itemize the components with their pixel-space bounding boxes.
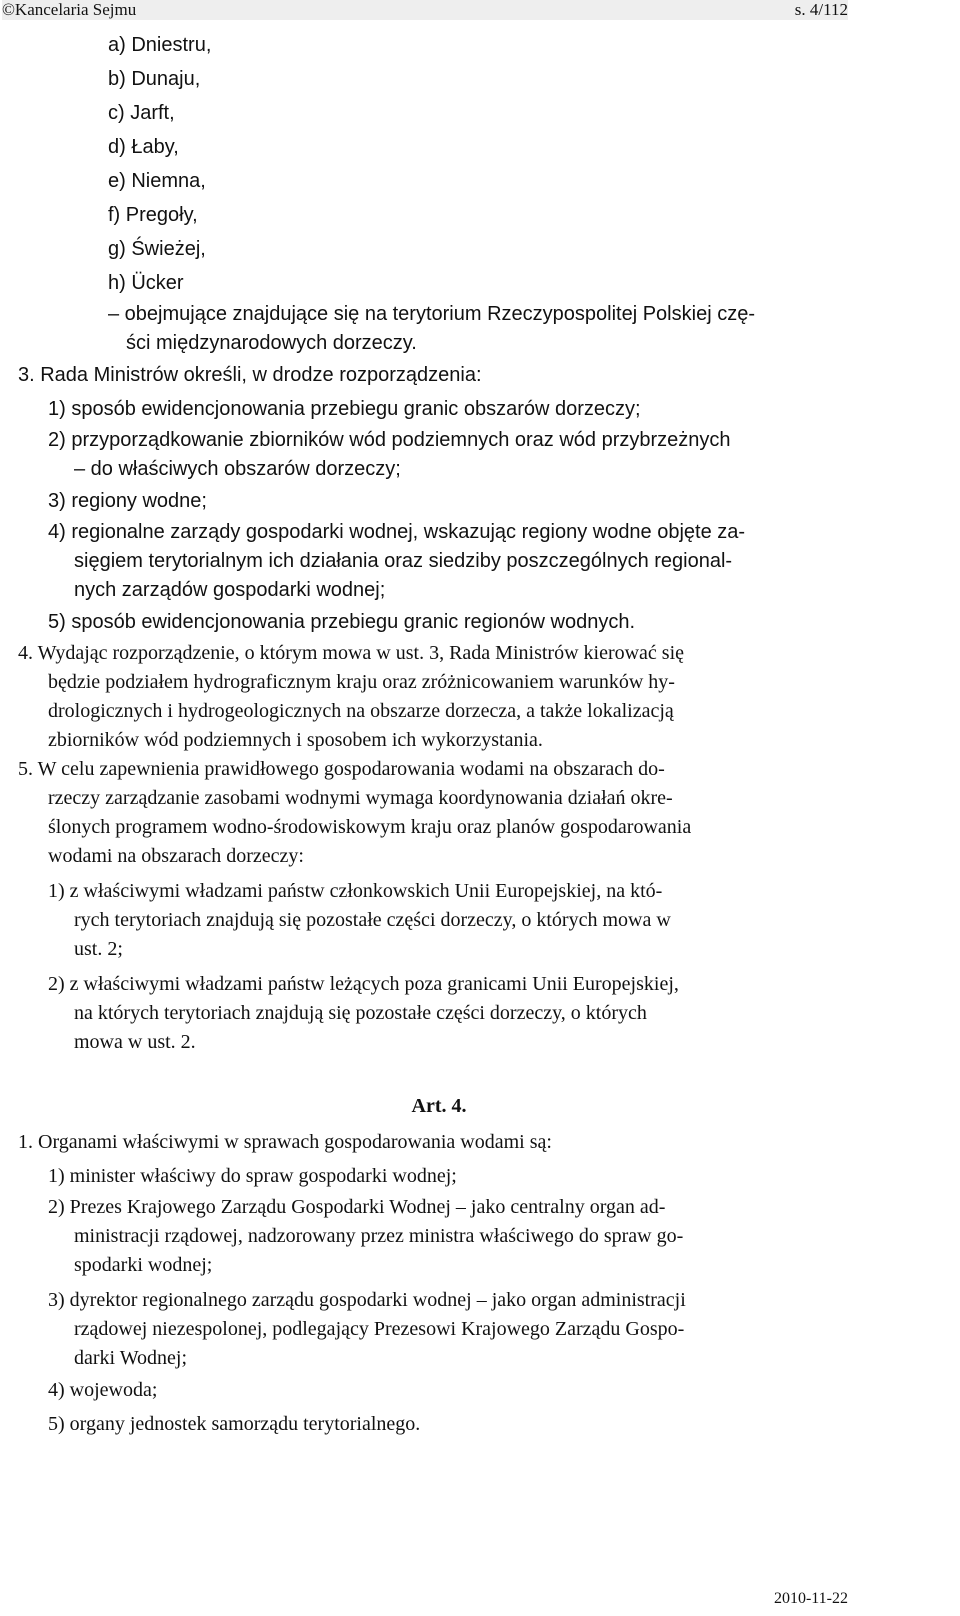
footer-date: 2010-11-22 bbox=[773, 1590, 848, 1607]
paragraph-3 bbox=[18, 358, 860, 639]
list-item: f) Pregoły, bbox=[108, 204, 198, 226]
page-header bbox=[2, 0, 848, 20]
paragraph-line: zbiorników wód podziemnych i sposobem ich wykorzystania. bbox=[48, 729, 543, 751]
list-item: sięgiem terytorialnym ich działania oraz siedziby poszczególnych regional- bbox=[74, 550, 733, 572]
paragraph-line: 5. W celu zapewnienia prawidłowego gospodarowania wodami na obszarach do- bbox=[18, 758, 665, 780]
list-item: na których terytoriach znajdują się pozostałe części dorzeczy, o których bbox=[74, 1002, 647, 1024]
paragraph-line: wodami na obszarach dorzeczy: bbox=[48, 845, 304, 867]
publisher-label: ©Kancelaria Sejmu bbox=[2, 0, 137, 19]
list-item: 2) przyporządkowanie zbiorników wód podziemnych oraz wód przybrzeżnych bbox=[48, 429, 731, 451]
article-title: Art. 4. bbox=[411, 1095, 467, 1117]
list-item: 1) z właściwymi władzami państw członkowskich Unii Europejskiej, na któ- bbox=[48, 880, 663, 902]
paragraph-intro: 3. Rada Ministrów określi, w drodze rozporządzenia: bbox=[18, 364, 482, 386]
rivers-list bbox=[18, 28, 860, 358]
paragraph-line: będzie podziałem hydrograficznym kraju oraz zróżnicowaniem warunków hy- bbox=[48, 671, 675, 693]
paragraph-5 bbox=[18, 755, 860, 1057]
list-item: a) Dniestru, bbox=[108, 34, 212, 56]
list-item: 4) regionalne zarządy gospodarki wodnej, wskazując regiony wodne objęte za- bbox=[48, 521, 746, 543]
list-item: – do właściwych obszarów dorzeczy; bbox=[74, 458, 401, 480]
paragraph-line: 4. Wydając rozporządzenie, o którym mowa w ust. 3, Rada Ministrów kierować się bbox=[18, 642, 685, 664]
article-4-paragraph-1 bbox=[18, 1125, 860, 1441]
list-item: 2) Prezes Krajowego Zarządu Gospodarki Wodnej – jako centralny organ ad- bbox=[48, 1196, 666, 1218]
list-item: b) Dunaju, bbox=[108, 68, 201, 90]
list-item: e) Niemna, bbox=[108, 170, 206, 192]
list-item: darki Wodnej; bbox=[74, 1347, 187, 1369]
list-item: 2) z właściwymi władzami państw leżących poza granicami Unii Europejskiej, bbox=[48, 973, 679, 995]
list-item: 5) sposób ewidencjonowania przebiegu granic regionów wodnych. bbox=[48, 611, 636, 633]
paragraph-line: rzeczy zarządzanie zasobami wodnymi wymaga koordynowania działań okre- bbox=[48, 787, 673, 809]
list-item: 1) sposób ewidencjonowania przebiegu granic obszarów dorzeczy; bbox=[48, 398, 641, 420]
list-item: 1) minister właściwy do spraw gospodarki wodnej; bbox=[48, 1165, 457, 1187]
rivers-tail: – obejmujące znajdujące się na terytorium Rzeczypospolitej Polskiej czę- bbox=[108, 303, 755, 325]
list-item: h) Ücker bbox=[108, 272, 184, 294]
list-item: g) Świeżej, bbox=[108, 238, 206, 260]
paragraph-4 bbox=[18, 639, 860, 755]
list-item: d) Łaby, bbox=[108, 136, 179, 158]
list-item: rządowej niezespolonej, podlegający Prezesowi Krajowego Zarządu Gospo- bbox=[74, 1318, 685, 1340]
paragraph-line: drologicznych i hydrogeologicznych na obszarze dorzecza, a także lokalizacją bbox=[48, 700, 674, 722]
list-item: c) Jarft, bbox=[108, 102, 175, 124]
list-item: 3) dyrektor regionalnego zarządu gospodarki wodnej – jako organ administracji bbox=[48, 1289, 686, 1311]
paragraph-line: ślonych programem wodno-środowiskowym kraju oraz planów gospodarowania bbox=[48, 816, 692, 838]
list-item: rych terytoriach znajdują się pozostałe części dorzeczy, o których mowa w bbox=[74, 909, 671, 931]
page-number: s. 4/112 bbox=[794, 0, 848, 19]
paragraph-intro: 1. Organami właściwymi w sprawach gospodarowania wodami są: bbox=[18, 1131, 552, 1153]
list-item: spodarki wodnej; bbox=[74, 1254, 213, 1276]
list-item: nych zarządów gospodarki wodnej; bbox=[74, 579, 386, 601]
list-item: 5) organy jednostek samorządu terytorialnego. bbox=[48, 1413, 421, 1435]
list-item: ministracji rządowej, nadzorowany przez ministra właściwego do spraw go- bbox=[74, 1225, 684, 1247]
list-item: 3) regiony wodne; bbox=[48, 490, 207, 512]
document-body bbox=[18, 28, 860, 1441]
list-item: ust. 2; bbox=[74, 938, 123, 960]
list-item: mowa w ust. 2. bbox=[74, 1031, 196, 1053]
rivers-tail: ści międzynarodowych dorzeczy. bbox=[126, 332, 417, 354]
list-item: 4) wojewoda; bbox=[48, 1379, 158, 1401]
